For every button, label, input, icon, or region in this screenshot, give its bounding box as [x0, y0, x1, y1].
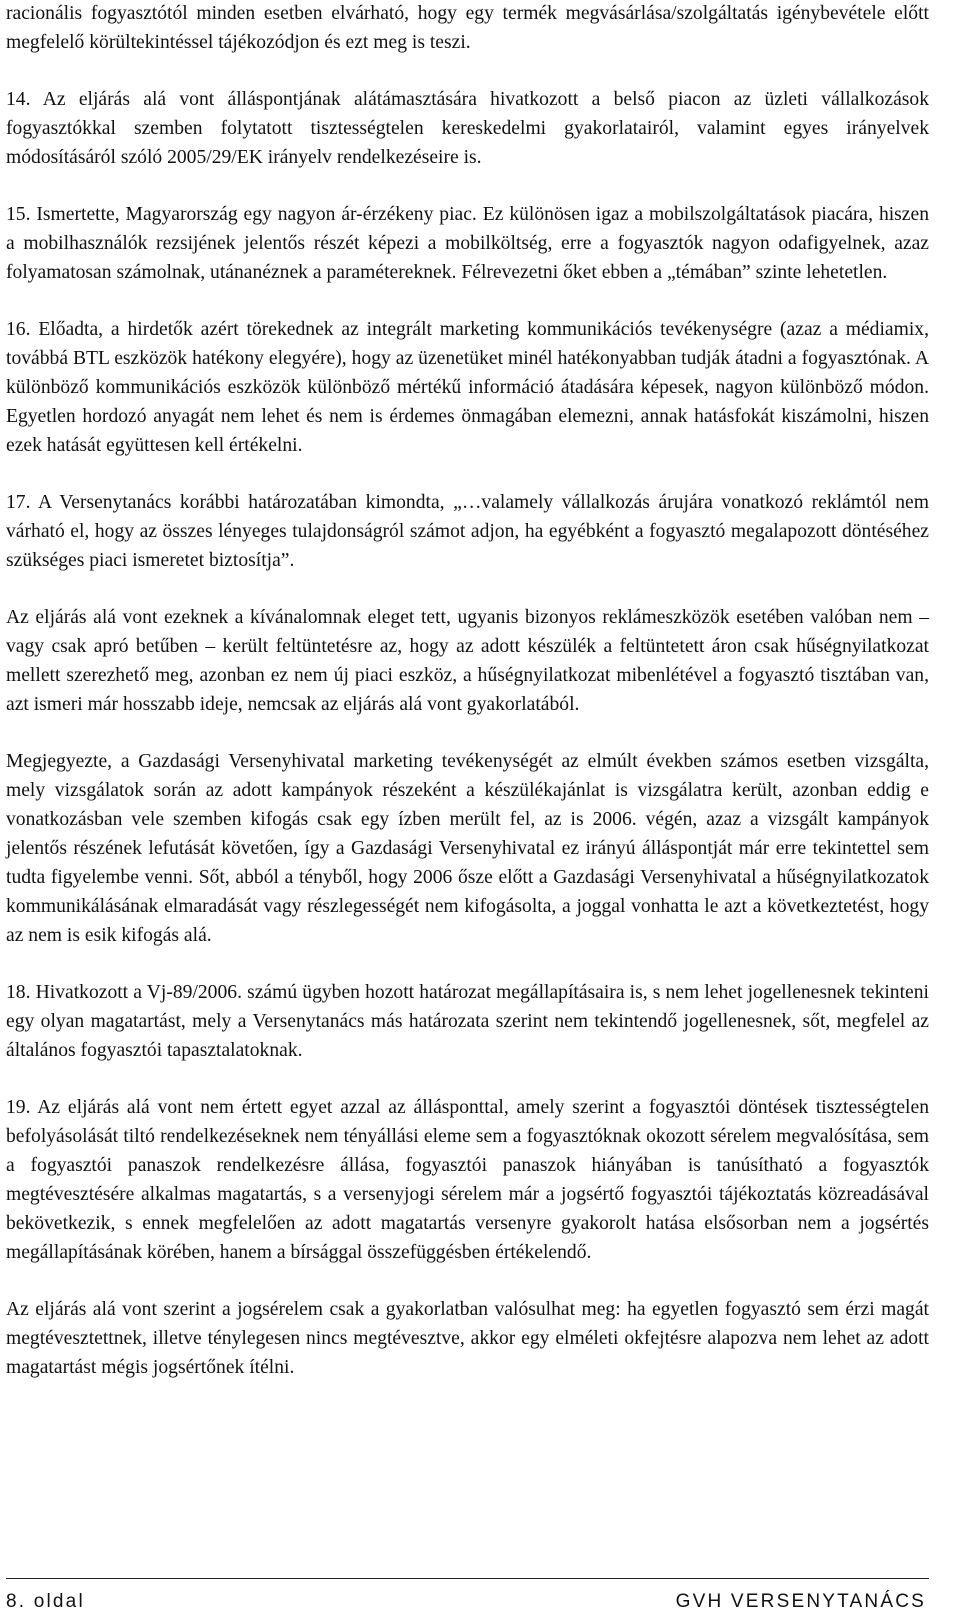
paragraph-17-note: Megjegyezte, a Gazdasági Versenyhivatal marketing tevékenységét az elmúlt években számos esetben vizsgálta, mely vizsgálatok során az adott kampányok részeként a készülékajánlat is vizsgálatra került, azonban eddig e vonatkozásban vele szemben kifogás csak egy ízben merült fel, az is 2006. végén, azaz a vizsgált kampányok jelentős részének lefutását követően, így a Gazdasági Versenyhivatal ez irányú álláspontját már erre tekintettel sem tudta figyelembe venni. Sőt, abból a tényből, hogy 2006 ősze előtt a Gazdasági Versenyhivatal a hűségnyilatkozatok kommunikálásának elmaradását vagy részlegességét nem kifogásolta, a joggal vonhatta le azt a következtetést, hogy az nem is esik kifogás alá.	[6, 751, 929, 946]
paragraph-15: 15. Ismertette, Magyarország egy nagyon ár-érzékeny piac. Ez különösen igaz a mobilszolgáltatások piacára, hiszen a mobilhasználók rezsijének jelentős részét képezi a mobilköltség, erre a fogyasztók nagyon odafigyelnek, azaz folyamatosan számolnak, utánanéznek a paramétereknek. Félrevezetni őket ebben a „témában” szinte lehetetlen.	[6, 204, 929, 283]
paragraph-19: 19. Az eljárás alá vont nem értett egyet azzal az állásponttal, amely szerint a fogyasztói döntések tisztességtelen befolyásolását tiltó rendelkezéseknek nem tényállási eleme sem a fogyasztóknak okozott sérelem megvalósítása, sem a fogyasztói panaszok rendelkezésre állása, fogyasztói panaszok hiányában is tanúsítható a fogyasztók megtévesztésére alkalmas magatartás, s a versenyjogi sérelem már a jogsértő fogyasztói tájékoztatás közreadásával bekövetkezik, s ennek megfelelően az adott magatartás versenyre gyakorolt hatása elsősorban nem a jogsértés megállapításának körében, hanem a bírsággal összefüggésben értékelendő.	[6, 1097, 929, 1263]
paragraph-17: 17. A Versenytanács korábbi határozatában kimondta, „…valamely vállalkozás árujára vonatkozó reklámtól nem várható el, hogy az összes lényeges tulajdonságról számot adjon, ha egyébként a fogyasztó megalapozott döntéséhez szükséges piaci ismeretet biztosítja”.	[6, 492, 929, 571]
footer-organization: GVH VERSENYTANÁCS	[675, 1591, 926, 1612]
paragraph-continuation: racionális fogyasztótól minden esetben elvárható, hogy egy termék megvásárlása/szolgáltatás igénybevétele előtt megfelelő körültekintéssel tájékozódjon és ezt meg is teszi.	[6, 3, 929, 53]
paragraph-19-continuation: Az eljárás alá vont szerint a jogsérelem csak a gyakorlatban valósulhat meg: ha egyetlen fogyasztó sem érzi magát megtévesztettnek, illetve ténylegesen nincs megtévesztve, akkor egy elméleti okfejtésre alapozva nem lehet az adott magatartást mégis jogsértőnek ítélni.	[6, 1299, 929, 1378]
paragraph-16: 16. Előadta, a hirdetők azért törekednek az integrált marketing kommunikációs tevékenységre (azaz a médiamix, továbbá BTL eszközök hatékony elegyére), hogy az üzenetüket minél hatékonyabban tudják átadni a fogyasztónak. A különböző kommunikációs eszközök különböző mértékű információ átadására képesek, nagyon különböző módon. Egyetlen hordozó anyagát nem lehet és nem is érdemes önmagában elemezni, annak hatásfokát kiszámolni, hiszen ezek hatását együttesen kell értékelni.	[6, 319, 929, 456]
document-body	[6, 0, 929, 1410]
paragraph-17-continuation: Az eljárás alá vont ezeknek a kívánalomnak eleget tett, ugyanis bizonyos reklámeszközök esetében valóban nem – vagy csak apró betűben – került feltüntetésre az, hogy az adott készülék a feltüntetett áron csak hűségnyilatkozat mellett szerezhető meg, azonban ez nem új piaci eszköz, a hűségnyilatkozat mibenlétével a fogyasztó tisztában van, azt ismeri már hosszabb ideje, nemcsak az eljárás alá vont gyakorlatából.	[6, 607, 929, 715]
paragraph-18: 18. Hivatkozott a Vj-89/2006. számú ügyben hozott határozat megállapításaira is, s nem lehet jogellenesnek tekinteni egy olyan magatartást, mely a Versenytanács más határozata szerint nem tekintendő jogellenesnek, sőt, megfelel az általános fogyasztói tapasztalatoknak.	[6, 982, 929, 1061]
footer-divider	[6, 1578, 929, 1579]
paragraph-14: 14. Az eljárás alá vont álláspontjának alátámasztására hivatkozott a belső piacon az üzleti vállalkozások fogyasztókkal szemben folytatott tisztességtelen kereskedelmi gyakorlatairól, valamint egyes irányelvek módosításáról szóló 2005/29/EK irányelv rendelkezéseire is.	[6, 89, 929, 168]
page-number: 8. oldal	[6, 1591, 85, 1612]
